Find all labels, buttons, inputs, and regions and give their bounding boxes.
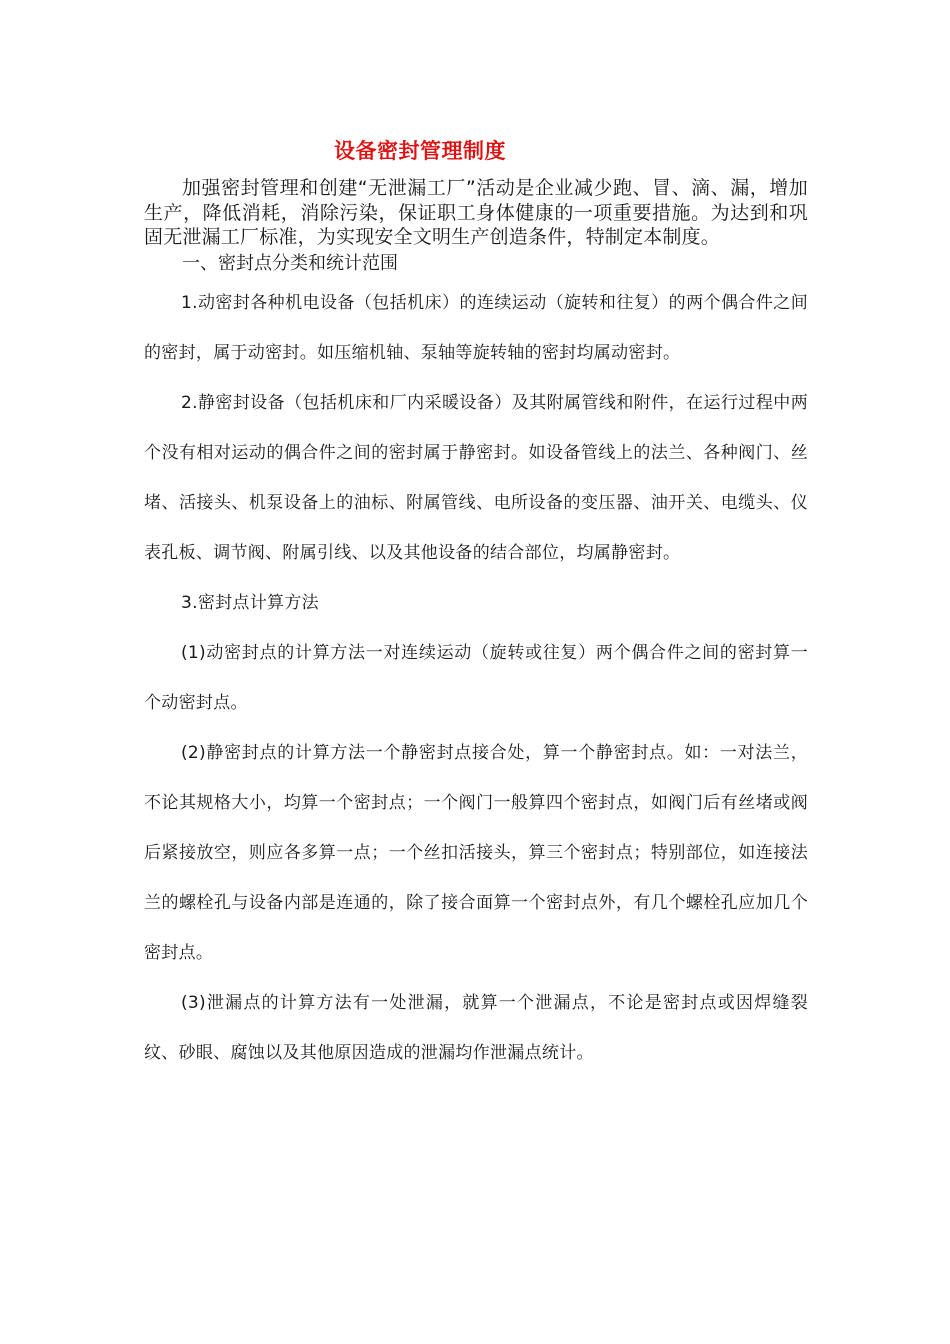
paragraph-static-seal: 2.静密封设备（包括机床和厂内采暖设备）及其附属管线和附件，在运行过程中两个没有相对运动的偶合件之间的密封属于静密封。如设备管线上的法兰、各种阀门、丝堵、活接头、机泵设备上的油标、附属管线、电所设备的变压器、油开关、电缆头、仪表孔板、调节阀、附属引线、以及其他设备的结合部位，均属静密封。 (144, 393, 808, 563)
paragraph-dynamic-seal: 1.动密封各种机电设备（包括机床）的连续运动（旋转和往复）的两个偶合件之间的密封，属于动密封。如压缩机轴、泵轴等旋转轴的密封均属动密封。 (144, 293, 808, 363)
body-text (144, 278, 808, 1078)
paragraph-calculation-method: 3.密封点计算方法 (181, 593, 319, 613)
paragraph-static-point-calc: (2)静密封点的计算方法一个静密封点接合处，算一个静密封点。如：一对法兰，不论其规格大小，均算一个密封点；一个阀门一般算四个密封点，如阀门后有丝堵或阀后紧接放空，则应各多算一点；一个丝扣活接头，算三个密封点；特别部位，如连接法兰的螺栓孔与设备内部是连通的，除了接合面算一个密封点外，有几个螺栓孔应加几个密封点。 (144, 743, 808, 963)
section-heading: 一、密封点分类和统计范围 (182, 253, 398, 274)
intro-paragraph: 加强密封管理和创建“无泄漏工厂”活动是企业减少跑、冒、滴、漏，增加生产，降低消耗，消除污染，保证职工身体健康的一项重要措施。为达到和巩固无泄漏工厂标准，为实现安全文明生产创造条件，特制定本制度。 (144, 177, 808, 248)
paragraph-leak-point-calc: (3)泄漏点的计算方法有一处泄漏，就算一个泄漏点，不论是密封点或因焊缝裂纹、砂眼、腐蚀以及其他原因造成的泄漏均作泄漏点统计。 (144, 993, 808, 1063)
paragraph-dynamic-point-calc: (1)动密封点的计算方法一对连续运动（旋转或往复）两个偶合件之间的密封算一个动密封点。 (144, 643, 808, 713)
document-title: 设备密封管理制度 (334, 139, 506, 163)
